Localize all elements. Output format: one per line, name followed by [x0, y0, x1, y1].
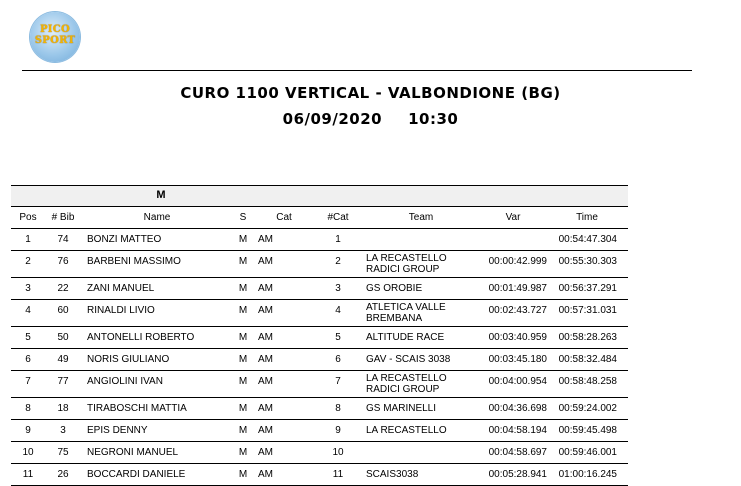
cell-cat: AM — [258, 283, 273, 294]
cell-name: EPIS DENNY — [87, 425, 148, 436]
cell-var: 00:04:58.194 — [488, 425, 547, 436]
col-header-team: Team — [408, 212, 434, 223]
cell-cat-rank: 11 — [332, 469, 344, 480]
cell-team: ATLETICA VALLE BREMBANA — [366, 302, 446, 324]
cell-sex: M — [238, 447, 248, 458]
table-row — [11, 442, 628, 464]
cell-time: 00:56:37.291 — [558, 283, 617, 294]
cell-team: LA RECASTELLO RADICI GROUP — [366, 373, 447, 395]
col-header-var: Var — [505, 212, 521, 223]
table-row — [11, 327, 628, 349]
cell-time: 00:54:47.304 — [558, 234, 617, 245]
cell-bib: 76 — [57, 256, 69, 267]
cell-cat: AM — [258, 234, 273, 245]
cell-bib: 75 — [57, 447, 69, 458]
cell-time: 00:55:30.303 — [558, 256, 617, 267]
cell-team: LA RECASTELLO RADICI GROUP — [366, 253, 447, 275]
cell-sex: M — [238, 332, 248, 343]
cell-team: ALTITUDE RACE — [366, 332, 445, 343]
table-row — [11, 300, 628, 327]
table-row — [11, 229, 628, 251]
cell-pos: 7 — [25, 376, 31, 387]
group-header — [11, 185, 628, 207]
cell-time: 00:58:32.484 — [558, 354, 617, 365]
cell-name: RINALDI LIVIO — [87, 305, 155, 316]
cell-team: LA RECASTELLO — [366, 425, 447, 436]
cell-var: 00:00:42.999 — [488, 256, 547, 267]
col-header-pos: Pos — [19, 212, 37, 223]
col-header-sex: S — [239, 212, 247, 223]
table-row — [11, 398, 628, 420]
cell-name: BARBENI MASSIMO — [87, 256, 181, 267]
event-time: 10:30 — [408, 110, 459, 128]
cell-time: 00:59:24.002 — [558, 403, 617, 414]
cell-bib: 74 — [57, 234, 69, 245]
header-divider — [22, 70, 692, 71]
cell-team: GS OROBIE — [366, 283, 423, 294]
cell-cat-rank: 9 — [335, 425, 341, 436]
cell-var: 00:03:45.180 — [488, 354, 547, 365]
event-title: CURO 1100 VERTICAL - VALBONDIONE (BG) — [180, 84, 561, 102]
cell-cat-rank: 6 — [335, 354, 341, 365]
cell-var: 00:04:58.697 — [488, 447, 547, 458]
cell-pos: 6 — [25, 354, 31, 365]
cell-pos: 5 — [25, 332, 31, 343]
cell-var: 00:04:00.954 — [488, 376, 547, 387]
cell-cat-rank: 5 — [335, 332, 341, 343]
event-date: 06/09/2020 — [282, 110, 383, 128]
cell-sex: M — [238, 234, 248, 245]
results-table — [11, 185, 628, 486]
cell-cat: AM — [258, 469, 273, 480]
cell-pos: 1 — [25, 234, 31, 245]
table-row — [11, 371, 628, 398]
cell-var: 00:02:43.727 — [488, 305, 547, 316]
cell-cat: AM — [258, 256, 273, 267]
table-row — [11, 349, 628, 371]
cell-name: BOCCARDI DANIELE — [87, 469, 186, 480]
table-row — [11, 464, 628, 486]
table-row — [11, 251, 628, 278]
cell-team: GAV - SCAIS 3038 — [366, 354, 451, 365]
cell-cat-rank: 10 — [332, 447, 344, 458]
cell-pos: 4 — [25, 305, 31, 316]
col-header-bib: # Bib — [51, 212, 75, 223]
cell-sex: M — [238, 469, 248, 480]
results-rows — [11, 229, 628, 486]
cell-cat: AM — [258, 332, 273, 343]
cell-team: GS MARINELLI — [366, 403, 437, 414]
pico-sport-logo — [30, 12, 80, 62]
cell-var: 00:01:49.987 — [488, 283, 547, 294]
cell-cat: AM — [258, 403, 273, 414]
cell-cat-rank: 3 — [335, 283, 341, 294]
column-header-row — [11, 207, 628, 229]
cell-time: 00:59:46.001 — [558, 447, 617, 458]
logo-text — [30, 24, 80, 46]
cell-cat: AM — [258, 447, 273, 458]
table-row — [11, 420, 628, 442]
logo-line-1: PICO — [39, 24, 71, 35]
cell-name: BONZI MATTEO — [87, 234, 162, 245]
col-header-time: Time — [576, 212, 598, 223]
cell-cat: AM — [258, 305, 273, 316]
cell-pos: 9 — [25, 425, 31, 436]
cell-time: 00:58:28.263 — [558, 332, 617, 343]
col-header-name: Name — [143, 212, 171, 223]
cell-cat-rank: 4 — [335, 305, 341, 316]
cell-bib: 26 — [57, 469, 69, 480]
cell-cat: AM — [258, 354, 273, 365]
group-label: M — [156, 189, 166, 201]
cell-time: 01:00:16.245 — [558, 469, 617, 480]
cell-pos: 8 — [25, 403, 31, 414]
col-header-cat-rank: #Cat — [327, 212, 349, 223]
cell-time: 00:57:31.031 — [558, 305, 617, 316]
cell-sex: M — [238, 376, 248, 387]
cell-cat-rank: 7 — [335, 376, 341, 387]
logo-line-2: SPORT — [34, 35, 76, 46]
table-row — [11, 278, 628, 300]
cell-bib: 22 — [57, 283, 69, 294]
cell-sex: M — [238, 425, 248, 436]
cell-bib: 3 — [60, 425, 66, 436]
cell-bib: 50 — [57, 332, 69, 343]
cell-name: ANGIOLINI IVAN — [87, 376, 163, 387]
cell-name: ANTONELLI ROBERTO — [87, 332, 195, 343]
cell-sex: M — [238, 354, 248, 365]
cell-name: ZANI MANUEL — [87, 283, 155, 294]
cell-name: NEGRONI MANUEL — [87, 447, 179, 458]
cell-time: 00:58:48.258 — [558, 376, 617, 387]
cell-var: 00:05:28.941 — [488, 469, 547, 480]
cell-cat-rank: 8 — [335, 403, 341, 414]
cell-cat: AM — [258, 376, 273, 387]
cell-pos: 3 — [25, 283, 31, 294]
cell-cat: AM — [258, 425, 273, 436]
cell-cat-rank: 1 — [335, 234, 341, 245]
cell-team: SCAIS3038 — [366, 469, 419, 480]
cell-time: 00:59:45.498 — [558, 425, 617, 436]
cell-bib: 60 — [57, 305, 69, 316]
cell-pos: 11 — [22, 469, 34, 480]
cell-bib: 49 — [57, 354, 69, 365]
cell-bib: 18 — [57, 403, 69, 414]
cell-pos: 2 — [25, 256, 31, 267]
cell-bib: 77 — [57, 376, 69, 387]
event-datetime — [0, 110, 741, 128]
cell-cat-rank: 2 — [335, 256, 341, 267]
cell-sex: M — [238, 403, 248, 414]
cell-pos: 10 — [22, 447, 34, 458]
cell-var: 00:03:40.959 — [488, 332, 547, 343]
col-header-cat: Cat — [276, 212, 292, 223]
cell-sex: M — [238, 283, 248, 294]
cell-var: 00:04:36.698 — [488, 403, 547, 414]
cell-sex: M — [238, 256, 248, 267]
cell-name: NORIS GIULIANO — [87, 354, 170, 365]
cell-sex: M — [238, 305, 248, 316]
cell-name: TIRABOSCHI MATTIA — [87, 403, 187, 414]
